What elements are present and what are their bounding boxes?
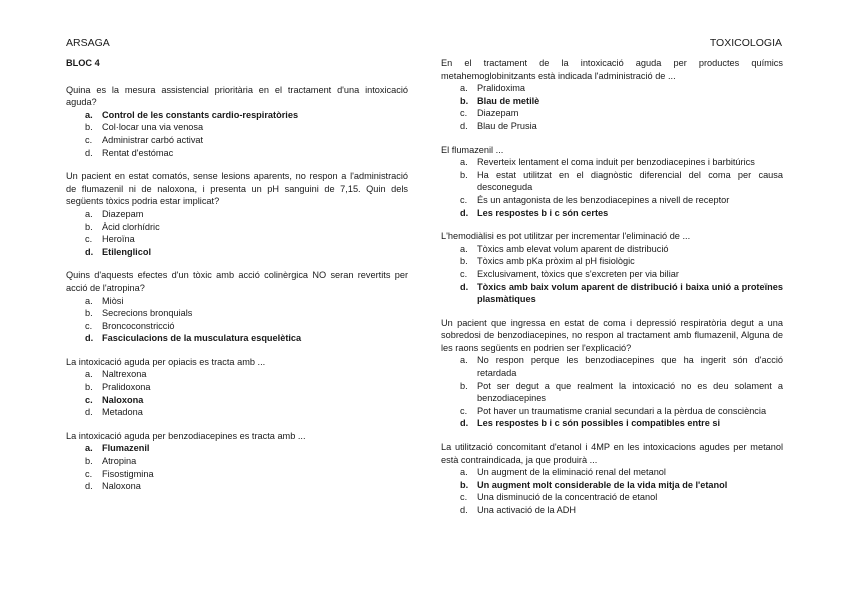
option-letter: d.: [85, 407, 93, 418]
option-letter: c.: [460, 268, 468, 279]
option-letter: d.: [460, 207, 469, 218]
answer-options: [441, 82, 783, 132]
answer-option: [66, 221, 408, 234]
option-text: Broncoconstricció: [102, 320, 175, 331]
option-letter: a.: [85, 295, 93, 306]
question-text: Quins d'aquests efectes d'un tòxic amb acció colinèrgica NO seran revertits per acció de l'atropina?: [66, 270, 408, 293]
option-text: Un augment molt considerable de la vida mitja de l'etanol: [477, 479, 728, 490]
option-text: Fasciculacions de la musculatura esquelètica: [102, 333, 302, 344]
option-letter: a.: [460, 467, 468, 478]
question-text: El flumazenil ...: [441, 144, 504, 155]
option-letter: c.: [85, 134, 93, 145]
option-letter: c.: [85, 468, 93, 479]
option-letter: d.: [460, 505, 468, 515]
option-text: Metadona: [102, 407, 143, 418]
question: [66, 84, 408, 160]
answer-option: [66, 233, 408, 246]
question-text: La intoxicació aguda per opiacis es tracta amb ...: [66, 356, 266, 367]
option-letter: c.: [85, 234, 93, 245]
header-subject: TOXICOLOGIA: [709, 37, 782, 49]
option-letter: a.: [460, 157, 468, 168]
option-letter: b.: [85, 382, 93, 393]
answer-option: [441, 82, 783, 95]
option-letter: d.: [85, 246, 94, 257]
answer-option: [441, 120, 783, 133]
answer-option: [441, 243, 783, 256]
answer-options: [66, 295, 408, 345]
answer-option: [66, 381, 408, 394]
answer-options: [66, 442, 408, 492]
answer-option: [66, 147, 408, 160]
option-text: Una disminució de la concentració de etanol: [477, 492, 658, 503]
answer-option: [441, 466, 783, 479]
option-text: És un antagonista de les benzodiacepines a nivell de receptor: [477, 194, 730, 205]
option-letter: c.: [85, 320, 93, 331]
option-text: Blau de Prusia: [477, 120, 537, 131]
option-text: Heroïna: [102, 234, 135, 245]
question-text: La intoxicació aguda per benzodiacepines es tracta amb ...: [66, 430, 306, 441]
option-letter: a.: [85, 369, 93, 380]
answer-options: [441, 156, 783, 219]
option-letter: a.: [85, 443, 93, 454]
option-letter: d.: [460, 120, 468, 131]
option-letter: c.: [85, 394, 93, 405]
option-text: Ha estat utilitzat en el diagnòstic diferencial del coma per causa desconeguda: [477, 169, 783, 193]
option-text: No respon perque les benzodiacepines que ha ingerit són d'acció retardada: [477, 355, 783, 379]
option-text: Rentat d'estómac: [102, 147, 174, 158]
option-letter: b.: [460, 256, 468, 267]
option-text: Blau de metilè: [477, 95, 540, 106]
option-text: Pot ser degut a que realment la intoxicació no es deu solament a benzodiacepines: [477, 380, 783, 404]
answer-options: [441, 466, 783, 516]
answer-option-correct: [66, 246, 408, 259]
answer-option: [441, 405, 783, 418]
answer-option-correct: [66, 109, 408, 122]
answer-option: [441, 491, 783, 504]
header-author: ARSAGA: [66, 37, 110, 49]
answer-option: [66, 455, 408, 468]
question: [66, 430, 408, 493]
question-text: Quina es la mesura assistencial prioritària en el tractament d'una intoxicació aguda?: [66, 84, 408, 108]
option-text: Pot haver un traumatisme cranial secundari a la pèrdua de consciència: [477, 405, 767, 416]
left-column: [66, 57, 408, 504]
option-text: Exclusivament, tòxics que s'excreten per via biliar: [477, 268, 679, 279]
answer-option: [441, 169, 783, 194]
option-text: Pralidoxona: [102, 382, 151, 393]
option-letter: c.: [460, 405, 468, 416]
answer-option: [66, 320, 408, 333]
option-letter: c.: [460, 194, 468, 205]
option-text: Diazepam: [102, 208, 144, 219]
option-letter: b.: [85, 221, 93, 232]
question: [441, 441, 783, 517]
answer-option: [441, 107, 783, 120]
answer-option: [441, 268, 783, 281]
answer-option: [441, 255, 783, 268]
option-letter: b.: [460, 95, 469, 106]
option-text: Etilenglicol: [102, 246, 152, 257]
option-text: Secrecions bronquials: [102, 308, 193, 319]
question: [441, 317, 783, 430]
answer-options: [66, 368, 408, 418]
answer-option: [441, 194, 783, 207]
option-text: Flumazenil: [102, 443, 150, 454]
option-text: Tòxics amb baix volum aparent de distribució i baixa unió a proteïnes plasmàtiques: [477, 281, 783, 305]
option-text: Diazepam: [477, 108, 519, 119]
question-text: En el tractament de la intoxicació aguda per productes químics metahemoglobinitzants està indicada l'administració de ...: [441, 58, 783, 81]
option-text: Tòxics amb pKa pròxim al pH fisiològic: [477, 256, 635, 267]
answer-option: [66, 406, 408, 419]
right-column: [441, 57, 783, 528]
answer-option-correct: [441, 479, 783, 492]
option-letter: a.: [460, 355, 468, 366]
answer-option-correct: [441, 281, 783, 306]
answer-option-correct: [66, 332, 408, 345]
answer-option-correct: [66, 442, 408, 455]
answer-option: [441, 504, 783, 517]
option-letter: c.: [460, 492, 468, 503]
question: [66, 269, 408, 345]
answer-option: [441, 354, 783, 379]
answer-option-correct: [66, 394, 408, 407]
option-letter: a.: [460, 83, 468, 94]
option-letter: a.: [460, 243, 468, 254]
option-letter: b.: [85, 456, 93, 467]
option-text: Naloxona: [102, 481, 141, 492]
option-letter: d.: [460, 418, 469, 429]
answer-option: [66, 295, 408, 308]
question-text: L'hemodiàlisi es pot utilitzar per incrementar l'eliminació de ...: [441, 231, 691, 242]
option-letter: b.: [85, 308, 93, 319]
option-letter: b.: [85, 122, 93, 133]
option-text: Una activació de la ADH: [477, 505, 577, 515]
option-text: Control de les constants cardio-respiratòries: [102, 109, 299, 120]
option-letter: c.: [460, 108, 468, 119]
option-text: Tòxics amb elevat volum aparent de distribució: [477, 243, 669, 254]
option-letter: d.: [85, 333, 94, 344]
option-letter: a.: [85, 109, 93, 120]
answer-option: [66, 121, 408, 134]
option-text: Naltrexona: [102, 369, 147, 380]
option-letter: d.: [85, 147, 93, 158]
option-text: Miòsi: [102, 295, 124, 306]
question: [441, 230, 783, 306]
answer-options: [66, 208, 408, 258]
question: [441, 57, 783, 133]
question-text: La utilització concomitant d'etanol i 4MP en les intoxicacions agudes per metanol està contraindicada, ja que produirà ...: [441, 442, 783, 465]
option-text: Àcid clorhídric: [102, 221, 160, 232]
option-text: Atropina: [102, 456, 137, 467]
answer-option: [441, 156, 783, 169]
answer-option-correct: [441, 207, 783, 220]
answer-options: [66, 109, 408, 159]
answer-option: [66, 368, 408, 381]
answer-option: [66, 134, 408, 147]
answer-option: [66, 307, 408, 320]
option-letter: b.: [460, 479, 469, 490]
option-text: Fisostigmina: [102, 468, 154, 479]
answer-option: [66, 480, 408, 493]
question-text: Un pacient que ingressa en estat de coma i depressió respiratòria degut a una sobredosi de benzodiacepines, no respon al tractament amb flumazenil, Alguna de les raons següents en podrien ser l'explicació?: [441, 317, 783, 353]
answer-options: [441, 243, 783, 306]
question: [66, 170, 408, 258]
question: [66, 356, 408, 419]
option-text: Administrar carbó activat: [102, 134, 204, 145]
option-text: Un augment de la eliminació renal del metanol: [477, 467, 666, 478]
answer-options: [441, 354, 783, 430]
option-text: Reverteix lentament el coma induit per benzodiacepines i barbitúrics: [477, 157, 755, 168]
option-text: Naloxona: [102, 394, 144, 405]
option-text: Les respostes b i c són certes: [477, 207, 609, 218]
answer-option: [66, 208, 408, 221]
answer-option: [441, 380, 783, 405]
option-letter: d.: [460, 281, 469, 292]
bloc-title: BLOC 4: [66, 58, 100, 68]
question: [441, 144, 783, 220]
answer-option-correct: [441, 417, 783, 430]
question-text: Un pacient en estat comatós, sense lesions aparents, no respon a l'administració de flumazenil ni de naloxona, i presenta un pH sanguini de 7,15. Quin dels següents tòxics podria estar implicat?: [66, 171, 408, 207]
option-text: Col·locar una via venosa: [102, 122, 204, 133]
option-letter: d.: [85, 481, 93, 492]
option-text: Pralidoxima: [477, 83, 525, 94]
answer-option-correct: [441, 95, 783, 108]
option-letter: b.: [460, 380, 468, 391]
answer-option: [66, 468, 408, 481]
option-text: Les respostes b i c són possibles i compatibles entre si: [477, 418, 721, 429]
option-letter: b.: [460, 169, 468, 180]
option-letter: a.: [85, 208, 93, 219]
